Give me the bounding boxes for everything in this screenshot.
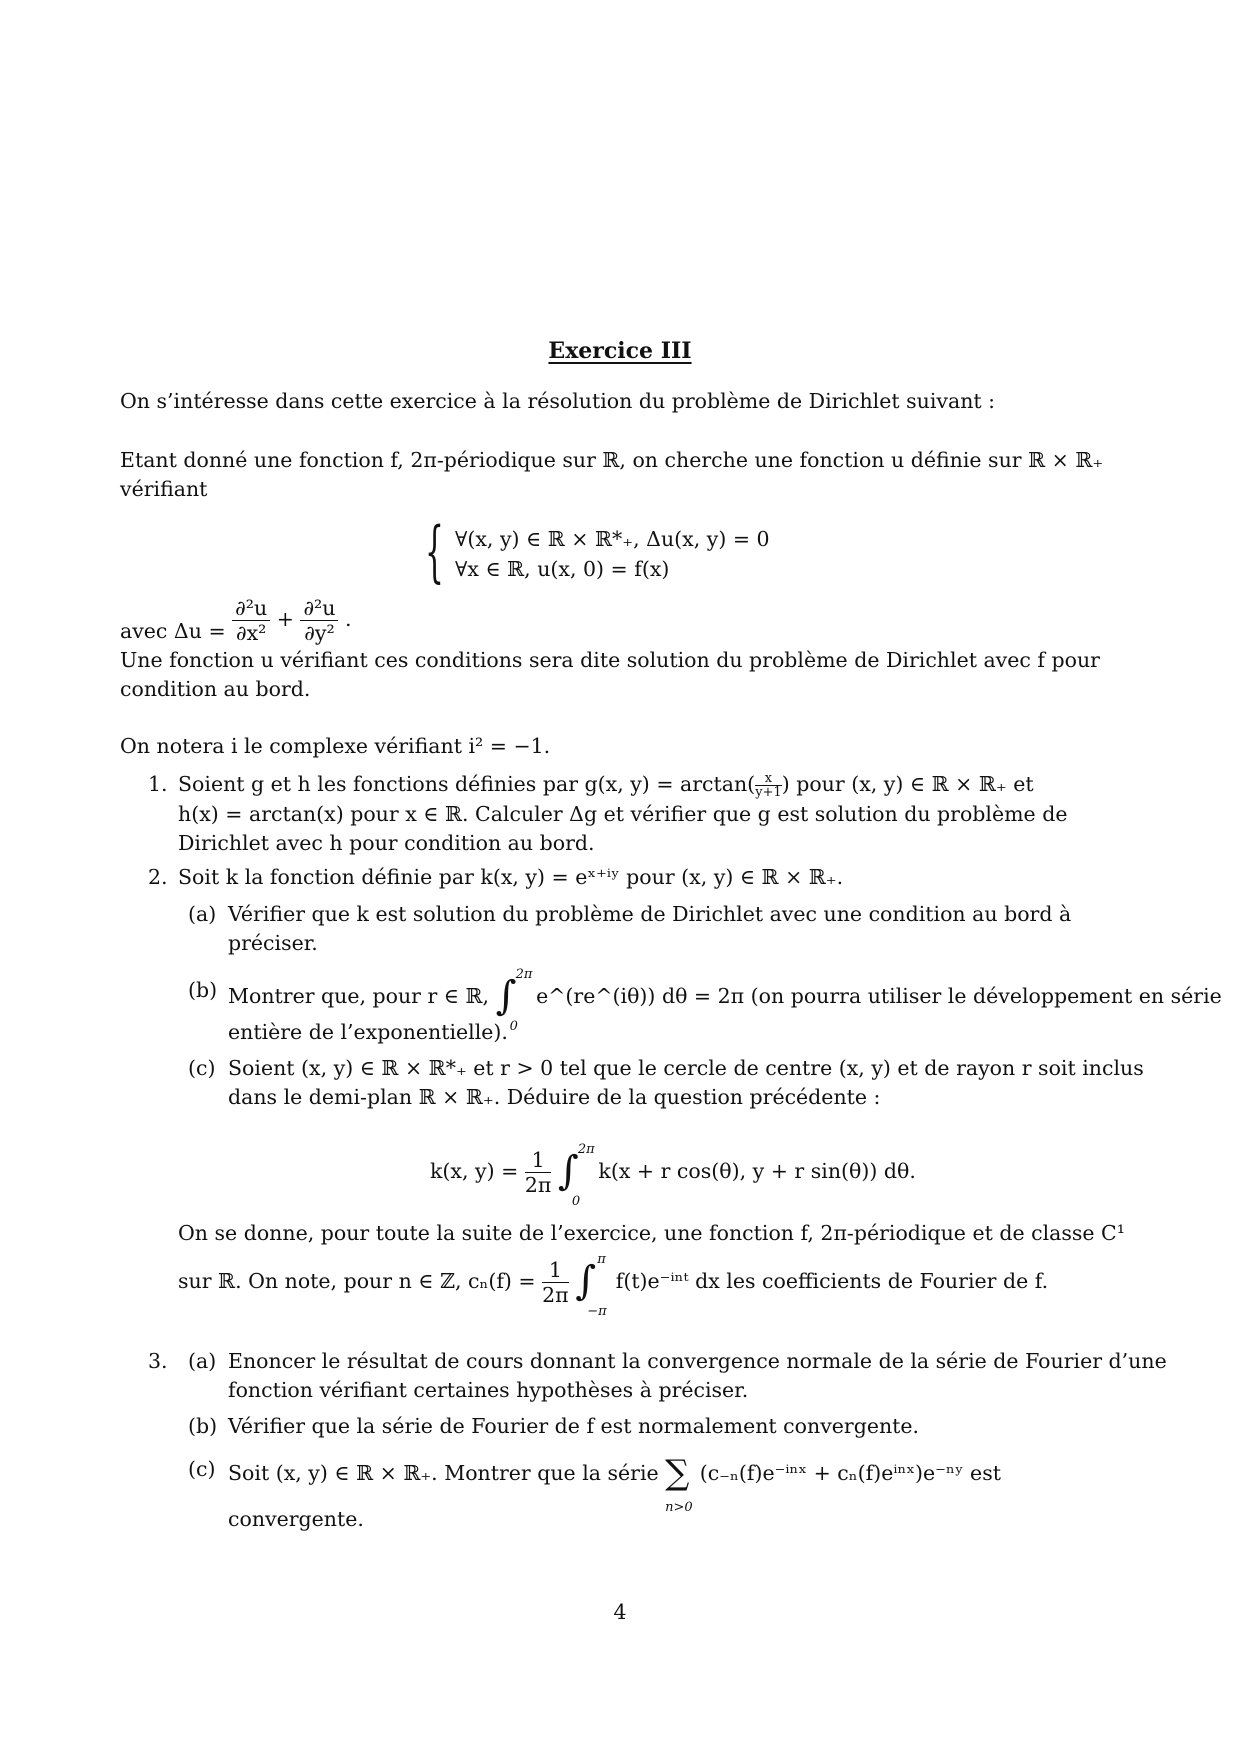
q2b-integrand: e^(re^(iθ)) dθ = 2π (on pourra utiliser le développement en série bbox=[536, 984, 1222, 1008]
q3a-line-1: Enoncer le résultat de cours donnant la convergence normale de la série de Fourier d’une bbox=[228, 1349, 1167, 1373]
q2c-eq-rhs: k(x + r cos(θ), y + r sin(θ)) dθ. bbox=[598, 1159, 916, 1183]
page-number: 4 bbox=[613, 1600, 627, 1624]
laplacian-frac-y bbox=[300, 596, 338, 645]
q2c-frac-den: 2π bbox=[524, 1173, 552, 1197]
q1-line-1-b: ) pour (x, y) ∈ ℝ × ℝ₊ et bbox=[781, 772, 1034, 796]
q2b-int-bot: 0 bbox=[509, 1019, 518, 1034]
q2c-int-bot: 0 bbox=[571, 1194, 581, 1209]
sum-sign: ∑ bbox=[665, 1453, 690, 1493]
q2b-line-2: entière de l’exponentielle). bbox=[228, 1020, 508, 1044]
laplacian-den-1: ∂x² bbox=[235, 621, 267, 645]
fourier-integral bbox=[575, 1252, 609, 1319]
integral-sign: ∫ bbox=[495, 973, 517, 1019]
problem-line-1: Etant donné une fonction f, 2π-périodique sur ℝ, on cherche une fonction u définie sur ℝ × ℝ₊ bbox=[120, 448, 1104, 472]
q2-number: 2. bbox=[148, 865, 168, 889]
q3b-line-1: Vérifier que la série de Fourier de f est normalement convergente. bbox=[228, 1414, 920, 1438]
q1-frac-den: y+1 bbox=[755, 785, 782, 800]
q3a-label: (a) bbox=[188, 1349, 217, 1373]
fourier-int-bot: −π bbox=[587, 1304, 607, 1319]
q2-line-1: Soit k la fonction définie par k(x, y) = eˣ⁺ⁱʸ pour (x, y) ∈ ℝ × ℝ₊. bbox=[178, 865, 844, 889]
q1-frac bbox=[755, 772, 782, 799]
q2c-frac-num: 1 bbox=[525, 1148, 552, 1173]
q3c-sum-sub: n>0 bbox=[665, 1500, 693, 1515]
fourier-frac-num: 1 bbox=[542, 1258, 569, 1283]
q1-line-1-a: Soient g et h les fonctions définies par g(x, y) = arctan( bbox=[178, 772, 756, 796]
integral-sign: ∫ bbox=[575, 1258, 597, 1304]
q1-number: 1. bbox=[148, 772, 168, 796]
q1-frac-num: x bbox=[755, 772, 782, 786]
fourier-frac bbox=[542, 1258, 569, 1307]
q1-line-3: Dirichlet avec h pour condition au bord. bbox=[178, 831, 595, 855]
q3c-label: (c) bbox=[188, 1457, 216, 1481]
laplacian-prefix: avec Δu = bbox=[120, 619, 226, 643]
system-equation-2: ∀x ∈ ℝ, u(x, 0) = f(x) bbox=[455, 557, 670, 581]
q2c-frac bbox=[525, 1148, 552, 1197]
problem-line-2: vérifiant bbox=[120, 477, 208, 501]
intro-text: On s’intéresse dans cette exercice à la résolution du problème de Dirichlet suivant : bbox=[120, 389, 996, 413]
q2c-integral bbox=[557, 1142, 595, 1209]
note-i: On notera i le complexe vérifiant i² = −1. bbox=[120, 734, 551, 758]
fourier-int-top: π bbox=[597, 1252, 606, 1267]
q3b-label: (b) bbox=[188, 1414, 218, 1438]
q3a-line-2: fonction vérifiant certaines hypothèses à préciser. bbox=[228, 1378, 749, 1402]
q2c-line-1: Soient (x, y) ∈ ℝ × ℝ*₊ et r > 0 tel que le cercle de centre (x, y) et de rayon r soit inclus bbox=[228, 1056, 1144, 1080]
exercise-title: Exercice III bbox=[548, 338, 692, 364]
q2a-line-2: préciser. bbox=[228, 931, 318, 955]
q2b-int-top: 2π bbox=[515, 967, 533, 982]
q2a-label: (a) bbox=[188, 902, 217, 926]
definition-line-2: condition au bord. bbox=[120, 677, 311, 701]
system-brace: { bbox=[425, 513, 444, 590]
fourier-line-1: On se donne, pour toute la suite de l’exercice, une fonction f, 2π-périodique et de classe C¹ bbox=[178, 1221, 1125, 1245]
laplacian-definition bbox=[120, 596, 352, 645]
laplacian-end: . bbox=[345, 607, 352, 631]
laplacian-num-1: ∂²u bbox=[232, 596, 270, 621]
laplacian-frac-x bbox=[232, 596, 270, 645]
q2c-int-top: 2π bbox=[577, 1142, 595, 1157]
q1-line-2: h(x) = arctan(x) pour x ∈ ℝ. Calculer Δg et vérifier que g est solution du problème de bbox=[178, 802, 1068, 826]
q3-number: 3. bbox=[148, 1349, 168, 1373]
q2b-integral bbox=[495, 967, 533, 1034]
q3c-prefix: Soit (x, y) ∈ ℝ × ℝ₊. Montrer que la série bbox=[228, 1461, 659, 1485]
q3c-sum bbox=[665, 1453, 693, 1515]
q3c-series: (c₋ₙ(f)e⁻ⁱⁿˣ + cₙ(f)eⁱⁿˣ)e⁻ⁿʸ est bbox=[699, 1461, 1001, 1485]
q2b-prefix: Montrer que, pour r ∈ ℝ, bbox=[228, 984, 490, 1008]
fourier-suffix: f(t)e⁻ⁱⁿᵗ dx les coefficients de Fourier de f. bbox=[615, 1269, 1049, 1293]
q1-line-1 bbox=[178, 770, 1034, 799]
q2c-line-2: dans le demi-plan ℝ × ℝ₊. Déduire de la question précédente : bbox=[228, 1085, 881, 1109]
laplacian-den-2: ∂y² bbox=[304, 621, 335, 645]
laplacian-num-2: ∂²u bbox=[300, 596, 338, 621]
q2c-label: (c) bbox=[188, 1056, 216, 1080]
fourier-prefix: sur ℝ. On note, pour n ∈ ℤ, cₙ(f) = bbox=[178, 1269, 536, 1293]
q2b-label: (b) bbox=[188, 978, 218, 1002]
q2a-line-1: Vérifier que k est solution du problème de Dirichlet avec une condition au bord à bbox=[228, 902, 1072, 926]
q3c-line-2: convergente. bbox=[228, 1507, 364, 1531]
system-equation-1: ∀(x, y) ∈ ℝ × ℝ*₊, Δu(x, y) = 0 bbox=[455, 527, 770, 551]
definition-line-1: Une fonction u vérifiant ces conditions sera dite solution du problème de Dirichlet avec f pour bbox=[120, 648, 1100, 672]
integral-sign: ∫ bbox=[557, 1148, 579, 1194]
q2c-mean-value-equation bbox=[430, 1142, 916, 1209]
q3c-line-1 bbox=[228, 1453, 1001, 1515]
laplacian-plus: + bbox=[276, 607, 294, 631]
fourier-line-2 bbox=[178, 1252, 1049, 1319]
q2c-eq-lhs: k(x, y) = bbox=[430, 1159, 519, 1183]
fourier-frac-den: 2π bbox=[542, 1283, 569, 1307]
